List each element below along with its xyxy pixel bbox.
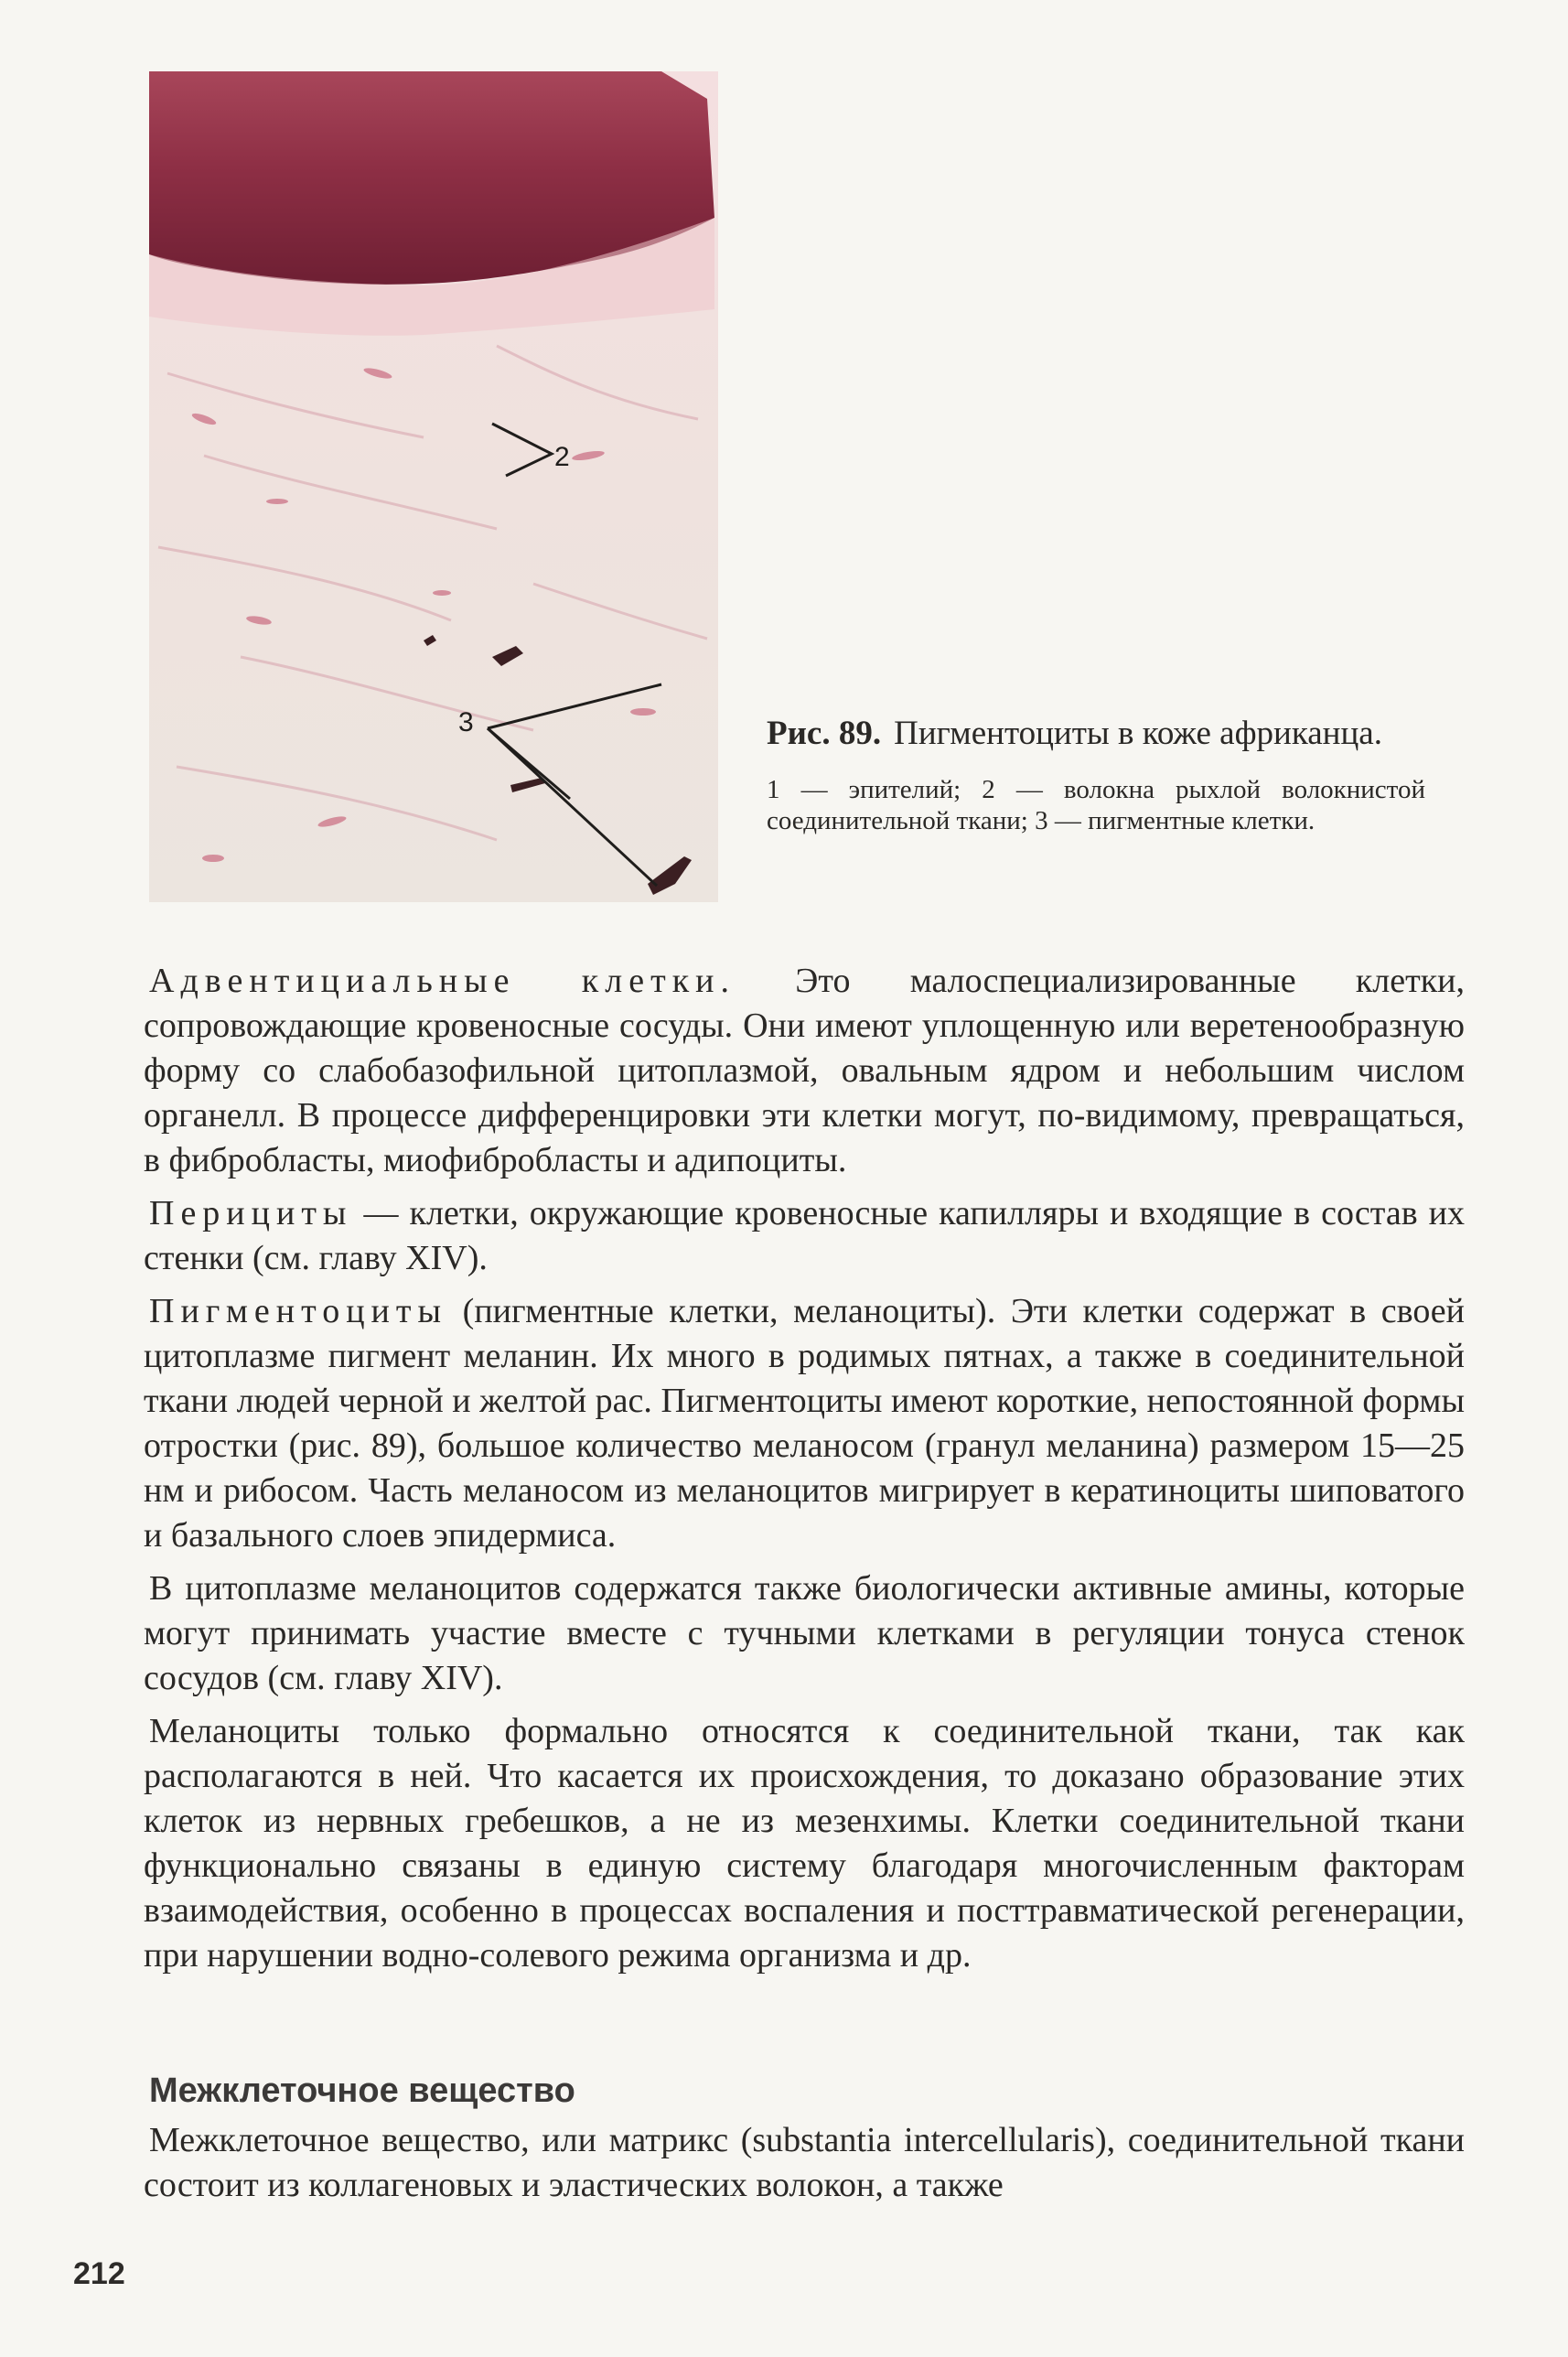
paragraph-melanocyte-origin: Меланоциты только формально относятся к соединительной ткани, так как располагаются в ней. Что касается их происхождения, то доказано образование этих клеток из нервных гребешков, а не из мезенхимы. Клетки соединительной ткани функционально связаны в единую систему благодаря многочисленным факторам взаимодействия, особенно в процессах воспаления и посттравматической регенерации, при нарушении водно-солевого режима организма и др. xyxy=(144,1712,1465,1975)
caption-title-text: Пигментоциты в коже африканца. xyxy=(894,715,1382,752)
term-pericytes: Перициты xyxy=(149,1194,353,1232)
section-text xyxy=(144,2118,1465,2208)
paragraph-pigmentocytes xyxy=(144,1289,1465,1558)
figure-label-2: 2 xyxy=(554,442,570,472)
section-heading: Межклеточное вещество xyxy=(149,2071,575,2110)
micrograph-image xyxy=(149,71,718,902)
figure-label-3: 3 xyxy=(458,707,474,737)
paragraph-text: (пигментные клетки, меланоциты). Эти клетки содержат в своей цитоплазме пигмент меланин. Их много в родимых пятнах, а также в соединительной ткани людей черной и желтой рас. Пигментоциты имеют короткие, непостоянной формы отростки (рис. 89), большое количество меланосом (гранул меланина) размером 15—25 нм и рибосом. Часть меланосом из меланоцитов мигрирует в кератиноциты шиповатого и базального слоев эпидермиса. xyxy=(144,1292,1465,1555)
caption-title xyxy=(767,714,1425,754)
caption-legend: 1 — эпителий; 2 — волокна рыхлой волокнистой соединительной ткани; 3 — пигментные клетки. xyxy=(767,775,1425,835)
page-number: 212 xyxy=(73,2256,125,2291)
paragraph-text: — клетки, окружающие кровеносные капилляры и входящие в состав их стенки (см. главу XIV). xyxy=(144,1194,1465,1277)
paragraph-adventitial xyxy=(144,959,1465,1183)
figure-caption xyxy=(767,714,1425,836)
term-pigmentocytes: Пигментоциты xyxy=(149,1292,448,1330)
paragraph-pericytes xyxy=(144,1191,1465,1281)
paragraph-melanocyte-amines: В цитоплазме меланоцитов содержатся также биологически активные амины, которые могут принимать участие вместе с тучными клетками в регуляции тонуса стенок сосудов (см. главу XIV). xyxy=(144,1569,1465,1697)
term-adventitial: Адвентициальные клетки. xyxy=(149,962,736,1000)
body-text xyxy=(144,959,1465,1986)
figure-number: Рис. 89. xyxy=(767,715,882,752)
paragraph-text: Это малоспециализированные клетки, сопровождающие кровеносные сосуды. Они имеют уплощенную или веретенообразную форму со слабобазофильной цитоплазмой, овальным ядром и небольшим числом органелл. В процессе дифференцировки эти клетки могут, по-видимому, превращаться, в фибробласты, миофибробласты и адипоциты. xyxy=(144,962,1466,1179)
section-paragraph: Межклеточное вещество, или матрикс (substantia intercellularis), соединительной ткани состоит из коллагеновых и эластических волокон, а также xyxy=(144,2121,1465,2204)
